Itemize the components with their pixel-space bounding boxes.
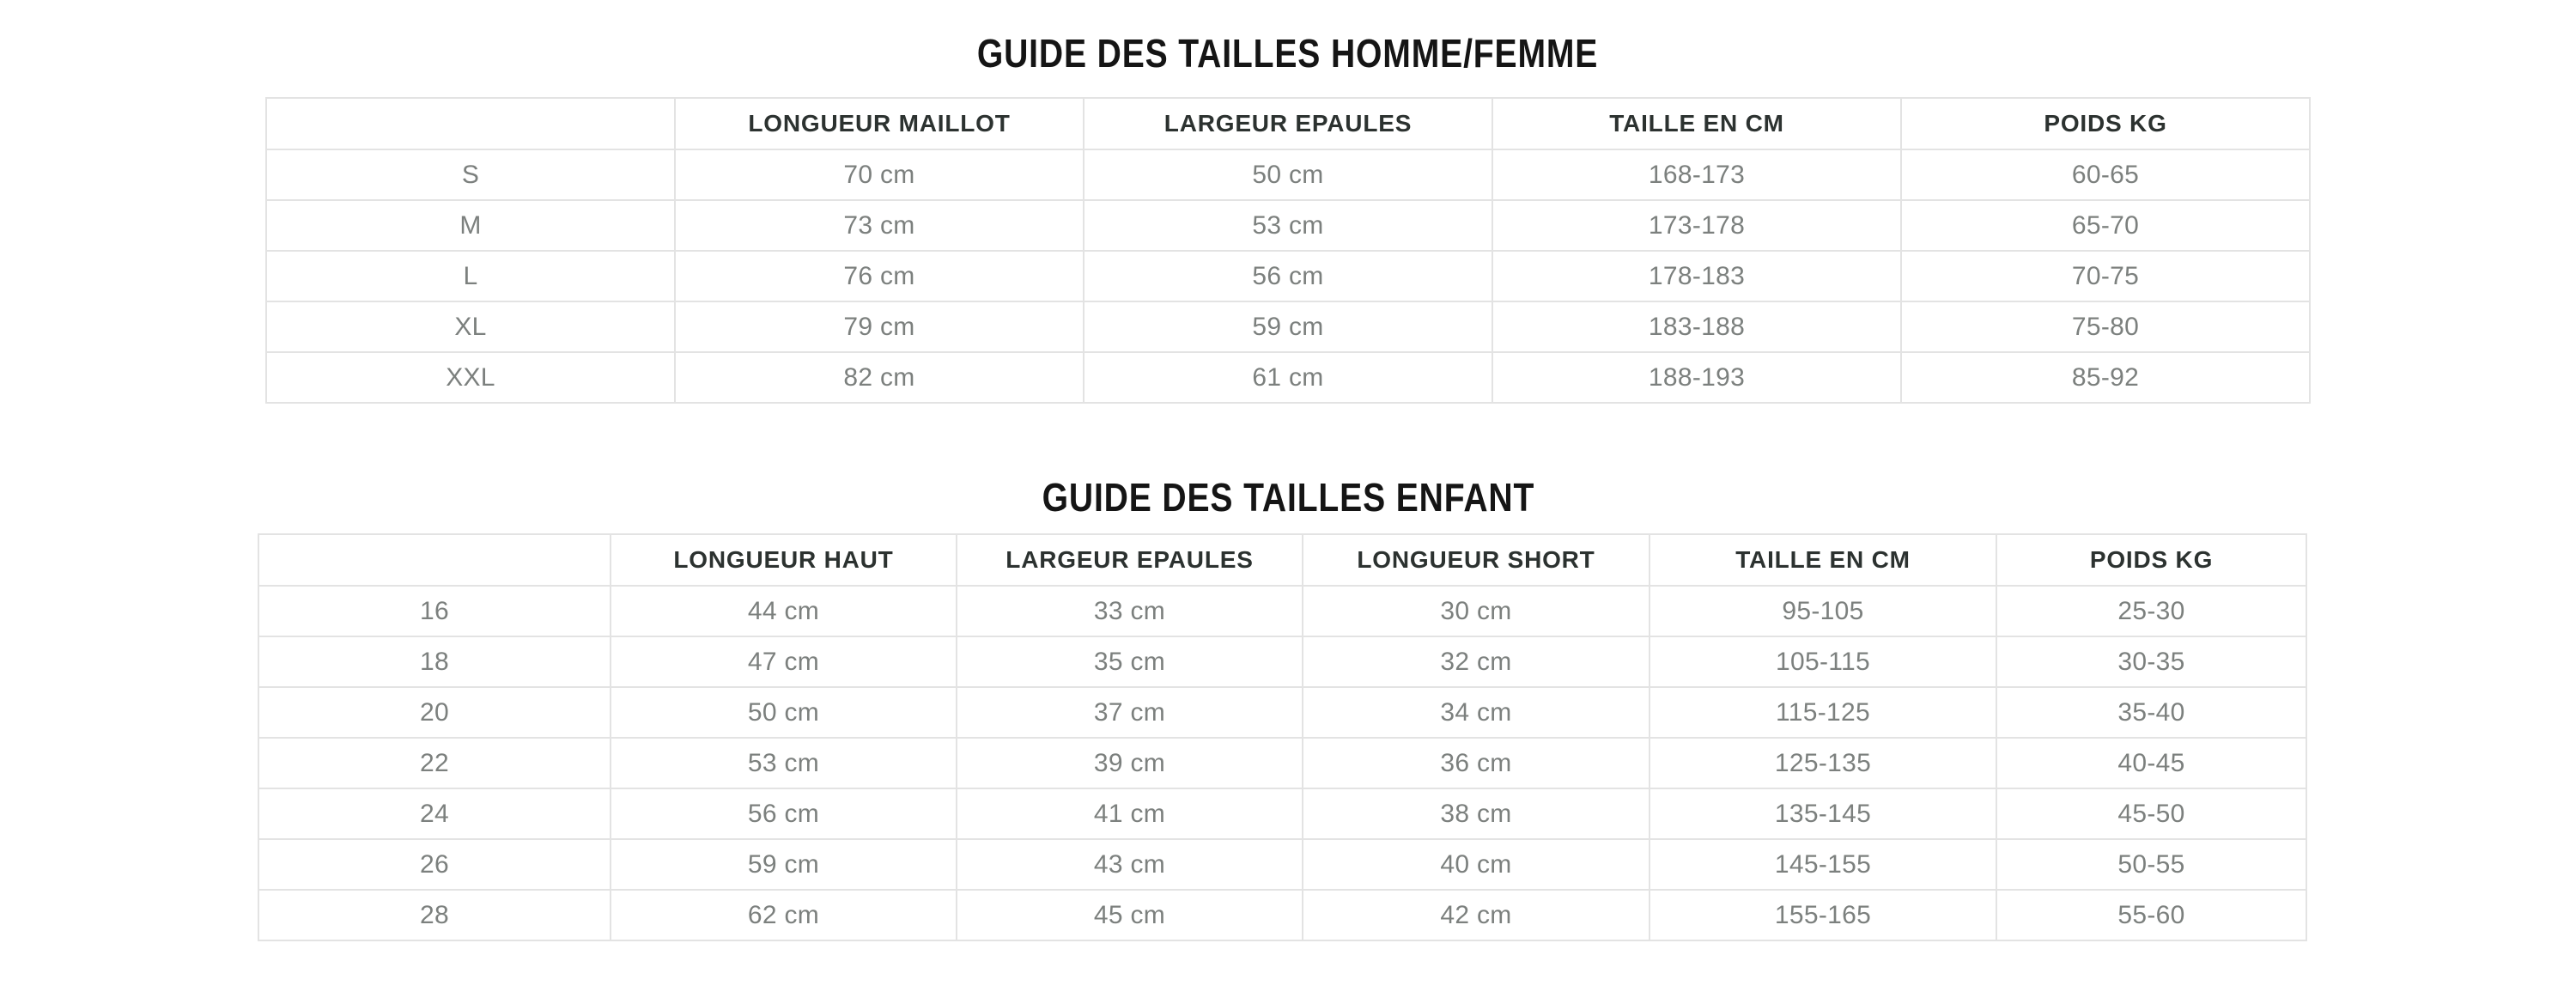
table-cell: 183-188 [1492, 301, 1901, 352]
title-guide-enfant-text: GUIDE DES TAILLES ENFANT [1042, 475, 1534, 520]
table-row [266, 149, 2310, 200]
table-cell: 50-55 [1996, 839, 2306, 890]
table-cell: 39 cm [957, 738, 1303, 788]
size-label-cell: 16 [258, 586, 611, 636]
header-cell: LONGUEUR MAILLOT [675, 98, 1084, 149]
table-cell: 25-30 [1996, 586, 2306, 636]
size-label-cell: 20 [258, 687, 611, 738]
table-cell: 37 cm [957, 687, 1303, 738]
header-cell-empty [258, 534, 611, 586]
table-cell: 105-115 [1649, 636, 1996, 687]
table-cell: 155-165 [1649, 890, 1996, 940]
table-cell: 56 cm [1084, 251, 1492, 301]
table-row [258, 890, 2306, 940]
table-row [258, 636, 2306, 687]
table-cell: 95-105 [1649, 586, 1996, 636]
size-table-homme-femme [265, 97, 2311, 404]
table-cell: 40 cm [1303, 839, 1649, 890]
header-row [258, 534, 2306, 586]
table-cell: 115-125 [1649, 687, 1996, 738]
table-cell: 60-65 [1901, 149, 2310, 200]
header-row [266, 98, 2310, 149]
table-cell: 79 cm [675, 301, 1084, 352]
header-cell: POIDS KG [1901, 98, 2310, 149]
table-row [258, 586, 2306, 636]
table-cell: 76 cm [675, 251, 1084, 301]
table-cell: 45-50 [1996, 788, 2306, 839]
table-cell: 56 cm [611, 788, 957, 839]
table-row [258, 788, 2306, 839]
table-cell: 43 cm [957, 839, 1303, 890]
table-cell: 125-135 [1649, 738, 1996, 788]
title-guide-homme-femme-text: GUIDE DES TAILLES HOMME/FEMME [977, 31, 1599, 76]
table-cell: 59 cm [1084, 301, 1492, 352]
table-cell: 50 cm [1084, 149, 1492, 200]
table-cell: 36 cm [1303, 738, 1649, 788]
table-cell: 53 cm [611, 738, 957, 788]
table-cell: 75-80 [1901, 301, 2310, 352]
table-row [266, 200, 2310, 251]
table-cell: 173-178 [1492, 200, 1901, 251]
table-row [258, 687, 2306, 738]
size-label-cell: 24 [258, 788, 611, 839]
size-label-cell: 26 [258, 839, 611, 890]
size-label-cell: 22 [258, 738, 611, 788]
table-cell: 47 cm [611, 636, 957, 687]
header-cell: LONGUEUR HAUT [611, 534, 957, 586]
size-label-cell: XL [266, 301, 675, 352]
title-guide-enfant [0, 477, 2576, 518]
table-row [266, 352, 2310, 403]
header-cell: LARGEUR EPAULES [957, 534, 1303, 586]
table-cell: 65-70 [1901, 200, 2310, 251]
table-cell: 82 cm [675, 352, 1084, 403]
size-label-cell: S [266, 149, 675, 200]
table-cell: 61 cm [1084, 352, 1492, 403]
table-row [266, 301, 2310, 352]
table-row [266, 251, 2310, 301]
table-cell: 35 cm [957, 636, 1303, 687]
title-guide-homme-femme [0, 33, 2576, 74]
table-row [258, 738, 2306, 788]
table-cell: 30 cm [1303, 586, 1649, 636]
table-cell: 35-40 [1996, 687, 2306, 738]
size-label-cell: 18 [258, 636, 611, 687]
table-cell: 30-35 [1996, 636, 2306, 687]
header-cell-empty [266, 98, 675, 149]
table-cell: 85-92 [1901, 352, 2310, 403]
header-cell: POIDS KG [1996, 534, 2306, 586]
table-cell: 70-75 [1901, 251, 2310, 301]
table-cell: 145-155 [1649, 839, 1996, 890]
header-cell: LARGEUR EPAULES [1084, 98, 1492, 149]
size-label-cell: XXL [266, 352, 675, 403]
size-guide-page [0, 33, 2576, 941]
header-cell: TAILLE EN CM [1492, 98, 1901, 149]
table-cell: 32 cm [1303, 636, 1649, 687]
size-label-cell: 28 [258, 890, 611, 940]
table-cell: 70 cm [675, 149, 1084, 200]
table-cell: 188-193 [1492, 352, 1901, 403]
size-table-enfant [258, 533, 2307, 941]
table-cell: 168-173 [1492, 149, 1901, 200]
table-cell: 62 cm [611, 890, 957, 940]
table-cell: 50 cm [611, 687, 957, 738]
table-cell: 55-60 [1996, 890, 2306, 940]
table-cell: 44 cm [611, 586, 957, 636]
table-cell: 73 cm [675, 200, 1084, 251]
table-cell: 53 cm [1084, 200, 1492, 251]
table-cell: 40-45 [1996, 738, 2306, 788]
table-cell: 45 cm [957, 890, 1303, 940]
table-cell: 38 cm [1303, 788, 1649, 839]
table-cell: 41 cm [957, 788, 1303, 839]
table-cell: 59 cm [611, 839, 957, 890]
table-cell: 33 cm [957, 586, 1303, 636]
table-row [258, 839, 2306, 890]
table-cell: 42 cm [1303, 890, 1649, 940]
header-cell: LONGUEUR SHORT [1303, 534, 1649, 586]
table-cell: 135-145 [1649, 788, 1996, 839]
header-cell: TAILLE EN CM [1649, 534, 1996, 586]
size-label-cell: M [266, 200, 675, 251]
table-cell: 34 cm [1303, 687, 1649, 738]
table-cell: 178-183 [1492, 251, 1901, 301]
size-label-cell: L [266, 251, 675, 301]
